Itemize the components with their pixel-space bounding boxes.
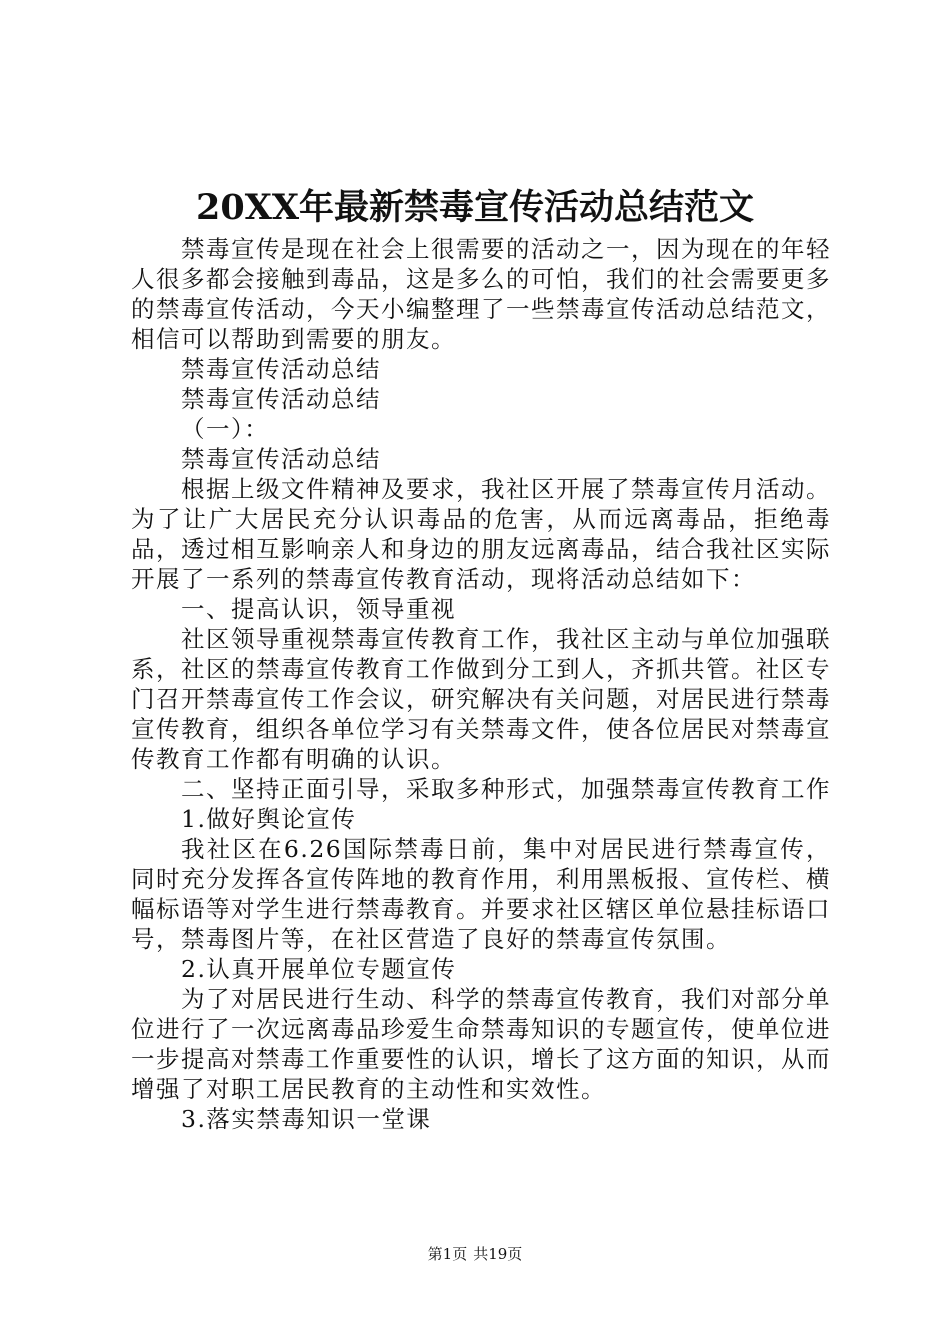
document-title: 20XX年最新禁毒宣传活动总结范文 bbox=[195, 187, 755, 228]
paragraph: 禁毒宣传活动总结 bbox=[181, 385, 381, 413]
paragraph: 根据上级文件精神及要求，我社区开展了禁毒宣传月活动。为了让广大居民充分认识毒品的危害，从而远离毒品，拒绝毒品，透过相互影响亲人和身边的朋友远离毒品，结合我社区实际开展了一系列的禁毒宣传教育活动，现将活动总结如下： bbox=[131, 475, 831, 593]
paragraph: 社区领导重视禁毒宣传教育工作，我社区主动与单位加强联系，社区的禁毒宣传教育工作做到分工到人，齐抓共管。社区专门召开禁毒宣传工作会议，研究解决有关问题，对居民进行禁毒宣传教育，组织各单位学习有关禁毒文件，使各位居民对禁毒宣传教育工作都有明确的认识。 bbox=[131, 625, 831, 773]
page-number: 第1页 bbox=[427, 1245, 468, 1263]
subsection-heading: 1.做好舆论宣传 bbox=[181, 805, 357, 833]
subsection-heading: 3.落实禁毒知识一堂课 bbox=[181, 1105, 432, 1133]
paragraph: 禁毒宣传是现在社会上很需要的活动之一，因为现在的年轻人很多都会接触到毒品，这是多么的可怕，我们的社会需要更多的禁毒宣传活动，今天小编整理了一些禁毒宣传活动总结范文，相信可以帮助到需要的朋友。 bbox=[131, 235, 831, 353]
section-heading: 二、坚持正面引导，采取多种形式，加强禁毒宣传教育工作 bbox=[181, 775, 831, 803]
paragraph: 禁毒宣传活动总结 bbox=[181, 355, 381, 383]
paragraph: 我社区在6.26国际禁毒日前，集中对居民进行禁毒宣传，同时充分发挥各宣传阵地的教育作用，利用黑板报、宣传栏、横幅标语等对学生进行禁毒教育。并要求社区辖区单位悬挂标语口号，禁毒图片等，在社区营造了良好的禁毒宣传氛围。 bbox=[131, 835, 831, 953]
document-body bbox=[131, 234, 831, 1134]
page-footer bbox=[0, 1244, 950, 1264]
paragraph: 为了对居民进行生动、科学的禁毒宣传教育，我们对部分单位进行了一次远离毒品珍爱生命禁毒知识的专题宣传，使单位进一步提高对禁毒工作重要性的认识，增长了这方面的知识，从而增强了对职工居民教育的主动性和实效性。 bbox=[131, 985, 831, 1103]
section-heading: 一、提高认识，领导重视 bbox=[181, 595, 456, 623]
subsection-heading: 2.认真开展单位专题宣传 bbox=[181, 955, 457, 983]
paragraph: （一）： bbox=[181, 415, 270, 443]
paragraph: 禁毒宣传活动总结 bbox=[181, 445, 381, 473]
page-total: 共19页 bbox=[473, 1245, 523, 1263]
